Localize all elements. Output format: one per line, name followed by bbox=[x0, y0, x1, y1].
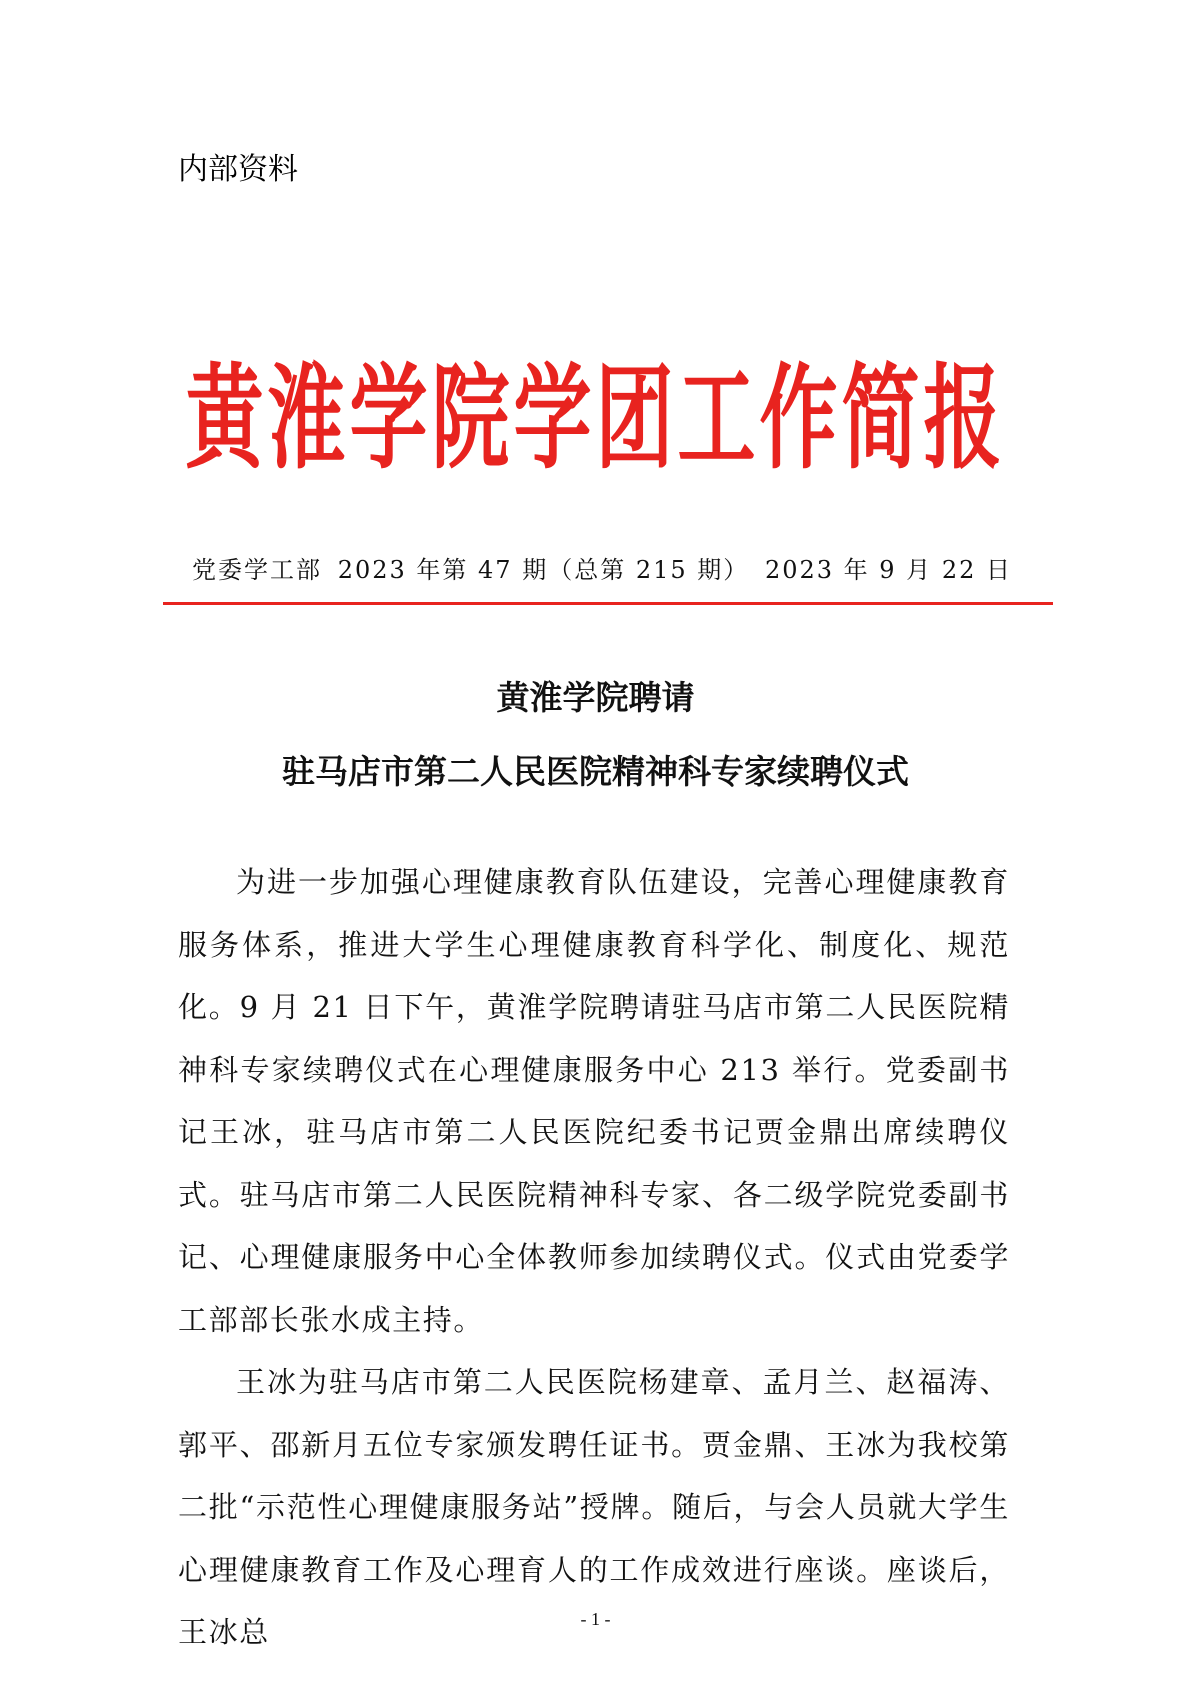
header-divider bbox=[163, 602, 1053, 605]
internal-material-label: 内部资料 bbox=[178, 152, 298, 187]
masthead-title-text: 黄淮学院学团工作简报 bbox=[185, 353, 1006, 486]
article-title-line-2: 驻马店市第二人民医院精神科专家续聘仪式 bbox=[282, 752, 909, 791]
masthead-title bbox=[0, 353, 1191, 486]
issue-number: 2023 年第 47 期（总第 215 期） bbox=[337, 556, 750, 584]
article-body bbox=[178, 851, 1010, 1664]
issue-line bbox=[192, 553, 1012, 587]
article-title-line-1: 黄淮学院聘请 bbox=[496, 678, 695, 717]
page-number: - 1 - bbox=[580, 1609, 611, 1629]
article-paragraph-2: 王冰为驻马店市第二人民医院杨建章、孟月兰、赵福涛、郭平、邵新月五位专家颁发聘任证书。贾金鼎、王冰为我校第二批“示范性心理健康服务站”授牌。随后，与会人员就大学生心理健康教育工作及心理育人的工作成效进行座谈。座谈后，王冰总 bbox=[178, 1365, 1010, 1649]
article-paragraph-1: 为进一步加强心理健康教育队伍建设，完善心理健康教育服务体系，推进大学生心理健康教育科学化、制度化、规范化。9 月 21 日下午，黄淮学院聘请驻马店市第二人民医院精神科专家续聘仪式在心理健康服务中心 213 举行。党委副书记王冰，驻马店市第二人民医院纪委书记贾金鼎出席续聘仪式。驻马店市第二人民医院精神科专家、各二级学院党委副书记、心理健康服务中心全体教师参加续聘仪式。仪式由党委学工部部长张水成主持。 bbox=[178, 865, 1010, 1337]
issue-department: 党委学工部 bbox=[192, 556, 322, 584]
issue-date: 2023 年 9 月 22 日 bbox=[764, 556, 1012, 584]
